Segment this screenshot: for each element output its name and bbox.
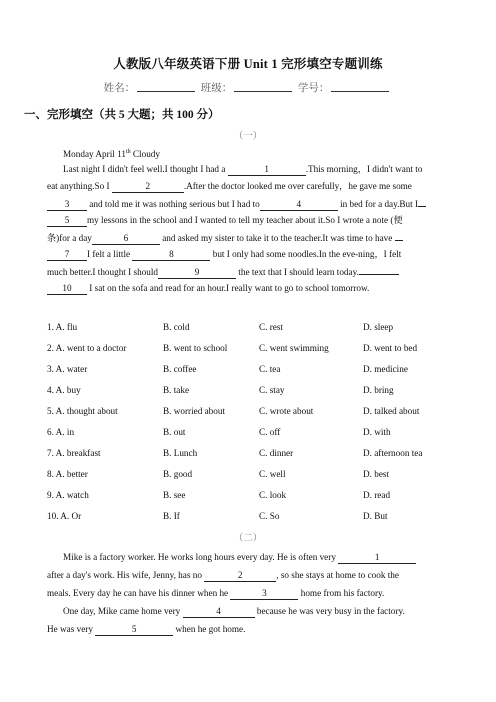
document-title: 人教版八年级英语下册 Unit 1 完形填空专题训练 <box>113 57 383 71</box>
option-d[interactable]: D. But <box>363 511 388 521</box>
part1-line-8 <box>47 280 472 297</box>
option-c[interactable]: C. wrote about <box>259 406 314 416</box>
passage-text: and told me it was nothing serious but I had to <box>87 199 260 209</box>
section-heading: 一、完形填空（共 5 大题；共 100 分） <box>24 109 220 121</box>
option-row-9 <box>47 490 477 504</box>
part1-line-1 <box>63 161 472 178</box>
blank-3[interactable]: 3 <box>230 588 298 600</box>
passage-text: and asked my sister to take it to the teacher.It was time to have <box>159 233 395 243</box>
part1-line-4 <box>47 212 472 229</box>
part1-line-5 <box>47 229 472 247</box>
blank-5[interactable]: 5 <box>47 215 87 227</box>
part1-line-7 <box>47 263 472 281</box>
passage-text: .This morning，I didn't want to <box>305 164 423 174</box>
passage-text: , so she stays at home to cook the <box>276 570 399 580</box>
option-a[interactable]: 7. A. breakfast <box>47 448 101 458</box>
option-a[interactable]: 8. A. better <box>47 469 88 479</box>
date-suffix: th <box>125 149 131 155</box>
option-b[interactable]: B. cold <box>163 322 190 332</box>
option-d[interactable]: D. bring <box>363 385 394 395</box>
part1-line-6 <box>47 246 472 263</box>
option-row-7 <box>47 448 477 462</box>
part2-label: （二） <box>233 534 263 544</box>
passage-text: my lessons in the school and I wanted to tell my teacher about it.So I wrote a note (便 <box>87 215 403 225</box>
option-b[interactable]: B. went to school <box>163 343 228 353</box>
option-row-10 <box>47 511 477 525</box>
weather-text: Cloudy <box>130 149 160 160</box>
passage-text: in bed for a day.But I <box>337 199 419 209</box>
passage-text: I sat on the sofa and read for an hour.I really want to go to school tomorrow. <box>87 283 370 293</box>
passage-text: Mike is a factory worker. He works long hours every day. He is often very <box>63 552 339 562</box>
option-a[interactable]: 3. A. water <box>47 364 88 374</box>
blank-6[interactable]: 6 <box>92 233 160 245</box>
class-label: 班级： <box>200 83 233 94</box>
option-a[interactable]: 10. A. Or <box>47 511 82 521</box>
option-c[interactable]: C. So <box>259 511 280 521</box>
option-b[interactable]: B. see <box>163 490 186 500</box>
option-row-1 <box>47 322 477 336</box>
blank-10[interactable]: 10 <box>47 283 87 295</box>
student-info-line <box>0 80 496 95</box>
option-b[interactable]: B. Lunch <box>163 448 198 458</box>
passage-text: .After the doctor looked me over carefully，he gave me some <box>183 181 412 191</box>
class-blank[interactable] <box>234 81 292 92</box>
passage-text: Last night I didn't feel well.I thought I had a <box>63 164 228 174</box>
passage-text: I felt a little <box>87 249 133 259</box>
passage-text: home from his factory. <box>298 588 385 598</box>
option-d[interactable]: D. best <box>363 469 390 479</box>
option-a[interactable]: 9. A. watch <box>47 490 89 500</box>
passage-text: much better.I thought I should <box>47 267 158 277</box>
passage-text: but I only had some noodles.In the eve-ning，I felt <box>210 249 402 259</box>
option-c[interactable]: C. well <box>259 469 286 479</box>
id-blank[interactable] <box>331 81 389 92</box>
blank-5[interactable]: 5 <box>95 624 173 636</box>
passage-text: because he was very busy in the factory. <box>254 606 405 616</box>
option-d[interactable]: D. sleep <box>363 322 394 332</box>
option-d[interactable]: D. went to bed <box>363 343 418 353</box>
blank-3[interactable]: 3 <box>47 199 87 211</box>
option-row-2 <box>47 343 477 357</box>
blank-7[interactable]: 7 <box>47 249 87 261</box>
passage-text: after a day's work. His wife, Jenny, has no <box>47 570 205 580</box>
option-c[interactable]: C. rest <box>259 322 283 332</box>
passage-text: He was very <box>47 624 96 634</box>
passage-text: eat anything.So I <box>47 181 112 191</box>
blank-5-start[interactable] <box>418 195 426 207</box>
option-c[interactable]: C. off <box>259 427 281 437</box>
blank-1[interactable]: 1 <box>338 552 416 564</box>
blank-4[interactable]: 4 <box>260 199 338 211</box>
passage-text: when he got home. <box>173 624 246 634</box>
option-c[interactable]: C. went swimming <box>259 343 329 353</box>
option-b[interactable]: B. worried about <box>163 406 226 416</box>
option-row-4 <box>47 385 477 399</box>
blank-9[interactable]: 9 <box>158 267 236 279</box>
passage-text: 条)for a day <box>47 233 92 243</box>
option-d[interactable]: D. medicine <box>363 364 408 374</box>
passage-text: One day, Mike came home very <box>63 606 183 616</box>
option-d[interactable]: D. afternoon tea <box>363 448 423 458</box>
option-d[interactable]: D. with <box>363 427 391 437</box>
part2-line-3 <box>47 585 472 602</box>
part2-line-4 <box>63 603 472 620</box>
blank-8[interactable]: 8 <box>132 249 210 261</box>
option-d[interactable]: D. talked about <box>363 406 420 416</box>
option-c[interactable]: C. tea <box>259 364 281 374</box>
option-c[interactable]: C. stay <box>259 385 285 395</box>
option-row-6 <box>47 427 477 441</box>
blank-10-start[interactable] <box>359 263 399 275</box>
part2-line-5 <box>47 621 472 638</box>
passage-text: the text that I should learn today. <box>236 267 359 277</box>
option-a[interactable]: 6. A. in <box>47 427 75 437</box>
blank-7-start[interactable] <box>395 229 403 241</box>
name-blank[interactable] <box>137 81 195 92</box>
option-row-8 <box>47 469 477 483</box>
option-a[interactable]: 4. A. buy <box>47 385 81 395</box>
option-a[interactable]: 2. A. went to a doctor <box>47 343 127 353</box>
option-d[interactable]: D. read <box>363 490 391 500</box>
option-b[interactable]: B. take <box>163 385 190 395</box>
blank-4[interactable]: 4 <box>183 606 255 618</box>
option-c[interactable]: C. look <box>259 490 287 500</box>
blank-2[interactable]: 2 <box>112 181 184 193</box>
part2-line-1 <box>63 549 472 566</box>
option-b[interactable]: B. out <box>163 427 186 437</box>
option-row-3 <box>47 364 477 378</box>
part1-line-2 <box>47 178 472 195</box>
blank-1[interactable]: 1 <box>228 164 306 176</box>
passage-text: meals. Every day he can have his dinner when he <box>47 588 231 598</box>
name-label: 姓名： <box>103 83 136 94</box>
option-b[interactable]: B. good <box>163 469 193 479</box>
id-label: 学号： <box>297 83 330 94</box>
option-b[interactable]: B. coffee <box>163 364 197 374</box>
option-a[interactable]: 1. A. flu <box>47 322 78 332</box>
option-c[interactable]: C. dinner <box>259 448 294 458</box>
option-a[interactable]: 5. A. thought about <box>47 406 118 416</box>
option-b[interactable]: B. If <box>163 511 180 521</box>
option-row-5 <box>47 406 477 420</box>
blank-2[interactable]: 2 <box>204 570 276 582</box>
part1-label: （一） <box>233 132 263 142</box>
date-text: Monday April 11 <box>63 149 126 160</box>
part2-line-2 <box>47 567 472 584</box>
part1-line-3 <box>47 195 472 213</box>
